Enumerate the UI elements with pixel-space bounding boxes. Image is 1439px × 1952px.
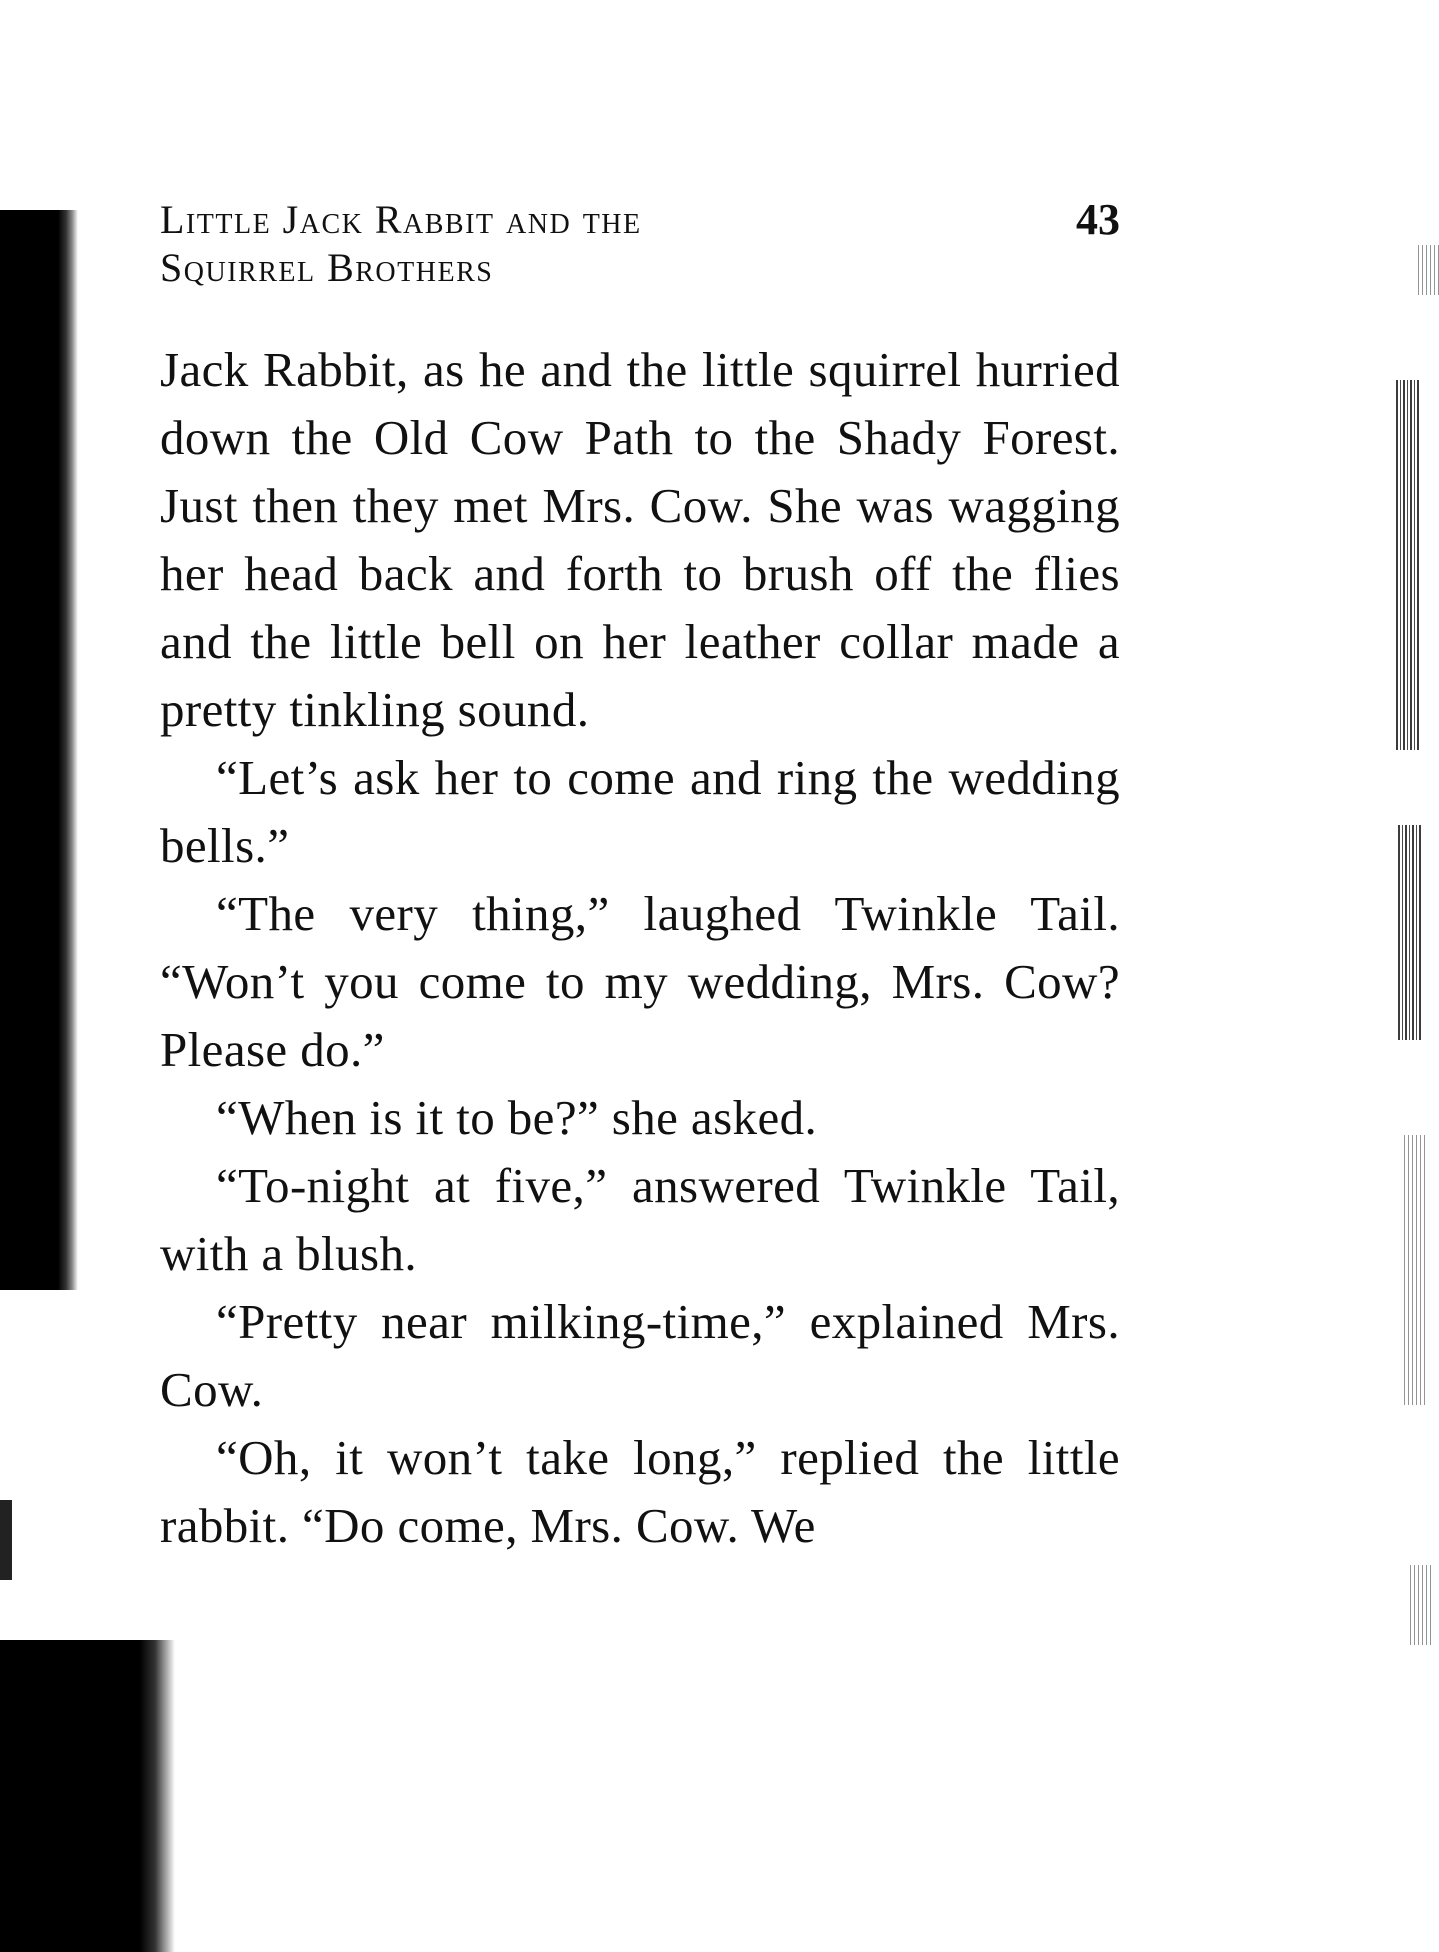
paragraph: “Pretty near milking-time,” explained Mrs. Cow.: [160, 1294, 1120, 1417]
scan-edge-right: [1398, 825, 1422, 1040]
running-header-title: Little Jack Rabbit and the Squirrel Brothers: [160, 197, 642, 290]
scan-shadow-left: [0, 210, 78, 1290]
page-body: [160, 336, 1120, 1560]
paragraph: “Oh, it won’t take long,” replied the little rabbit. “Do come, Mrs. Cow. We: [160, 1430, 1120, 1553]
scan-edge-right: [1418, 245, 1439, 295]
scan-edge-right: [1396, 380, 1420, 750]
paragraph: “Let’s ask her to come and ring the wedding bells.”: [160, 750, 1120, 873]
paragraph: “When is it to be?” she asked.: [216, 1090, 818, 1145]
scan-edge-right: [1410, 1565, 1434, 1645]
page-number: 43: [1076, 195, 1120, 244]
scan-shadow-left-bottom: [0, 1640, 175, 1952]
scan-edge-right: [1404, 1135, 1428, 1405]
paragraph: “The very thing,” laughed Twinkle Tail. “Won’t you come to my wedding, Mrs. Cow? Please do.”: [160, 886, 1120, 1077]
paragraph: “To-night at five,” answered Twinkle Tail, with a blush.: [160, 1158, 1120, 1281]
scan-mark: [0, 1500, 12, 1580]
running-header: [160, 196, 1120, 306]
paragraph: Jack Rabbit, as he and the little squirrel hurried down the Old Cow Path to the Shady Forest. Just then they met Mrs. Cow. She was wagging her head back and forth to brush off the flies and the little bell on her leather collar made a pretty tinkling sound.: [160, 342, 1120, 737]
